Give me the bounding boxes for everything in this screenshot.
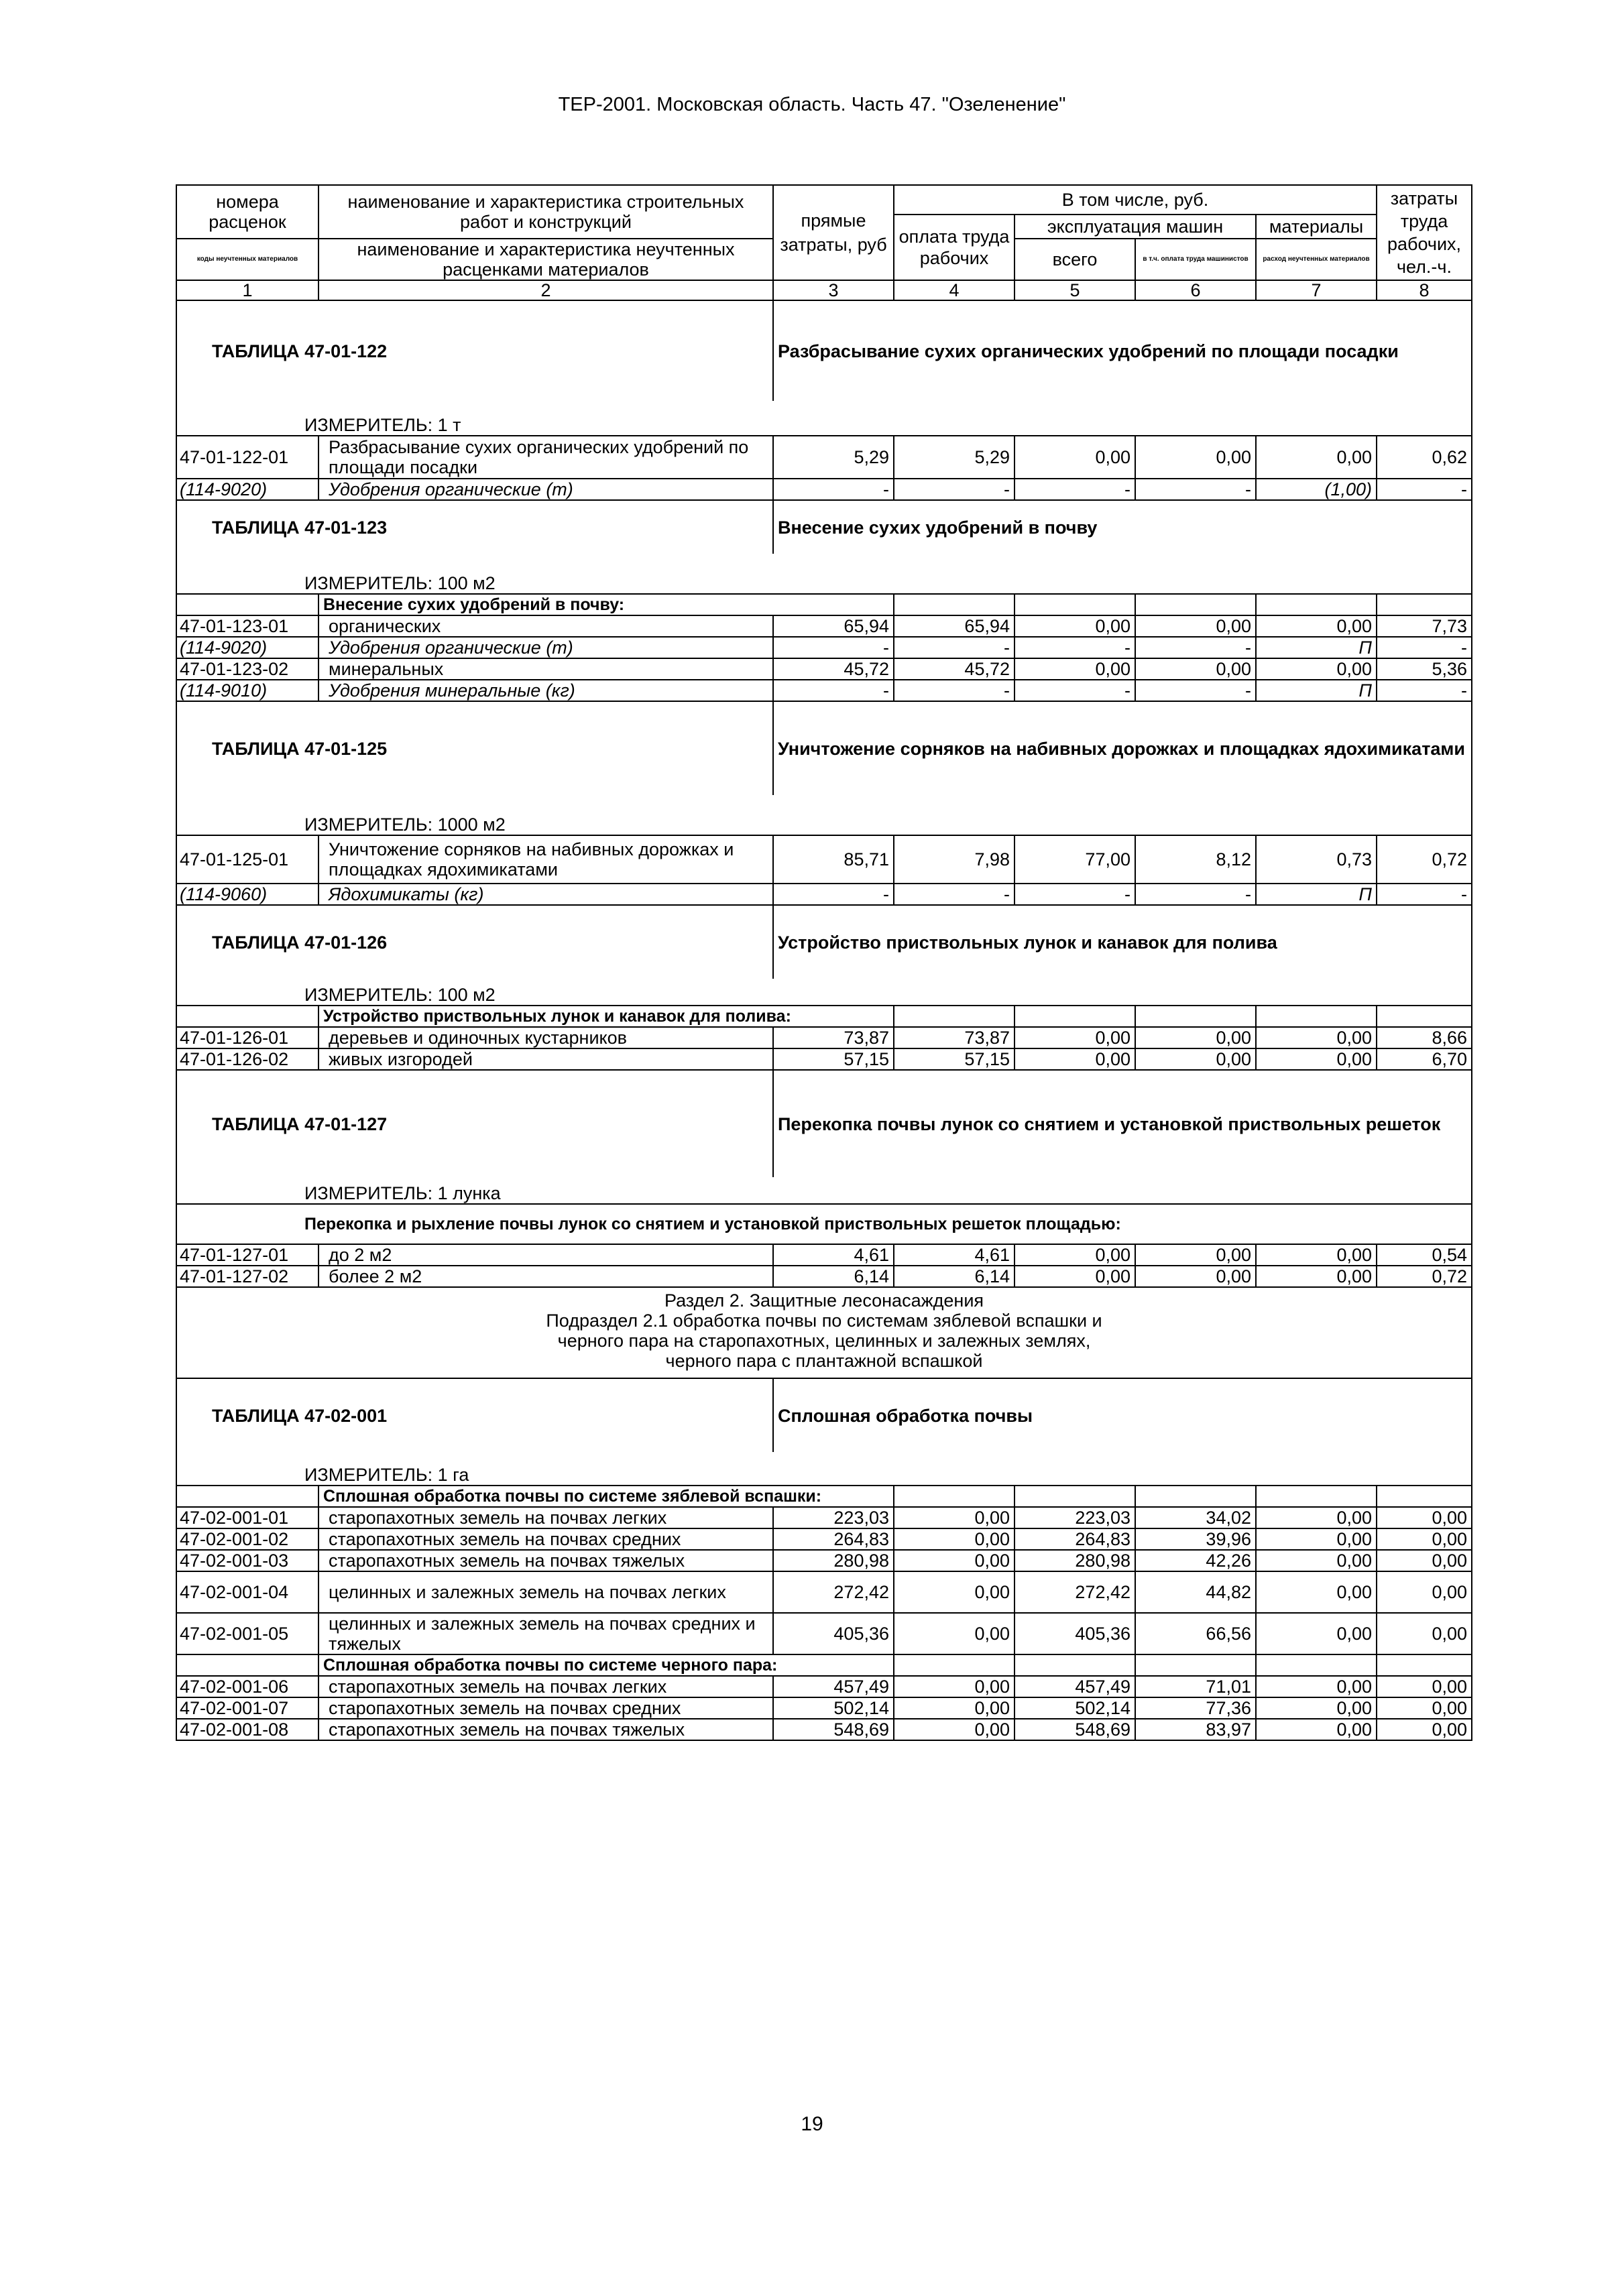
row-code: 47-01-122-01 (176, 436, 318, 479)
table-row (176, 1550, 1472, 1571)
section-heading (176, 1287, 1472, 1378)
row-value: 223,03 (1014, 1507, 1135, 1528)
row-value: 5,29 (773, 436, 894, 479)
row-value: 0,00 (1014, 1048, 1135, 1070)
group-heading: Сплошная обработка почвы по системе черного пара: (318, 1654, 894, 1676)
row-value: 0,72 (1377, 1266, 1472, 1287)
table-cell (1377, 594, 1472, 615)
row-value: - (773, 680, 894, 701)
row-value: 0,00 (1135, 1048, 1256, 1070)
row-name: Уничтожение сорняков на набивных дорожках и площадках ядохимикатами (318, 835, 773, 884)
table-cell (1135, 1486, 1256, 1507)
row-value: 405,36 (1014, 1613, 1135, 1654)
row-name: старопахотных земель на почвах легких (318, 1676, 773, 1697)
table-title: ТАБЛИЦА 47-02-001 (176, 1378, 773, 1452)
row-value: 71,01 (1135, 1676, 1256, 1697)
row-value: 0,00 (1256, 615, 1377, 637)
row-value: 0,00 (1135, 615, 1256, 637)
row-code: 47-02-001-03 (176, 1550, 318, 1571)
section-line-3: черного пара на старопахотных, целинных и залежных землях, (557, 1331, 1091, 1351)
row-name: Удобрения органические (т) (318, 637, 773, 658)
table-title-row (176, 300, 1472, 401)
measure-unit: ИЗМЕРИТЕЛЬ: 1 лунка (176, 1177, 1472, 1204)
row-value: 6,70 (1377, 1048, 1472, 1070)
row-value: 66,56 (1135, 1613, 1256, 1654)
row-value: 280,98 (773, 1550, 894, 1571)
row-value: П (1256, 680, 1377, 701)
row-value: 5,36 (1377, 658, 1472, 680)
row-value: 34,02 (1135, 1507, 1256, 1528)
table-row (176, 658, 1472, 680)
measure-unit: ИЗМЕРИТЕЛЬ: 1000 м2 (176, 795, 1472, 835)
row-value: 0,00 (1256, 1048, 1377, 1070)
row-value: - (1377, 637, 1472, 658)
row-value: 0,72 (1377, 835, 1472, 884)
row-value: - (773, 479, 894, 500)
table-cell (1135, 594, 1256, 615)
table-title: ТАБЛИЦА 47-01-123 (176, 500, 773, 554)
measure-unit: ИЗМЕРИТЕЛЬ: 1 га (176, 1452, 1472, 1486)
row-value: 83,97 (1135, 1719, 1256, 1740)
measure-row (176, 1177, 1472, 1204)
row-value: 0,00 (894, 1697, 1014, 1719)
row-value: 57,15 (773, 1048, 894, 1070)
row-name: старопахотных земель на почвах легких (318, 1507, 773, 1528)
table-title-row (176, 500, 1472, 554)
measure-unit: ИЗМЕРИТЕЛЬ: 1 т (176, 401, 1472, 436)
col-machines-header: эксплуатация машин (1014, 215, 1256, 239)
table-description: Разбрасывание сухих органических удобрений по площади посадки (773, 300, 1472, 401)
table-cell (1256, 594, 1377, 615)
row-value: - (773, 637, 894, 658)
price-table (176, 184, 1472, 1741)
table-cell (1377, 1654, 1472, 1676)
row-value: 73,87 (773, 1027, 894, 1048)
row-value: - (1135, 479, 1256, 500)
row-value: 0,00 (1377, 1571, 1472, 1613)
row-value: - (1135, 637, 1256, 658)
row-value: 0,00 (1014, 1266, 1135, 1287)
row-value: 0,00 (1256, 1266, 1377, 1287)
table-cell (1014, 594, 1135, 615)
measure-unit: ИЗМЕРИТЕЛЬ: 100 м2 (176, 554, 1472, 594)
table-row (176, 637, 1472, 658)
group-row (176, 594, 1472, 615)
table-title-row (176, 1378, 1472, 1452)
table-row (176, 1719, 1472, 1740)
row-name: старопахотных земель на почвах средних (318, 1528, 773, 1550)
row-name: органических (318, 615, 773, 637)
table-description: Уничтожение сорняков на набивных дорожках и площадках ядохимикатами (773, 701, 1472, 795)
row-value: 0,00 (1256, 1027, 1377, 1048)
header-row-1 (176, 185, 1472, 215)
row-name: целинных и залежных земель на почвах средних и тяжелых (318, 1613, 773, 1654)
row-value: 548,69 (1014, 1719, 1135, 1740)
row-value: П (1256, 637, 1377, 658)
table-cell (894, 1486, 1014, 1507)
col-total-header: всего (1014, 239, 1135, 280)
table-cell (1135, 1006, 1256, 1027)
row-name: старопахотных земель на почвах средних (318, 1697, 773, 1719)
table-row (176, 680, 1472, 701)
row-name: старопахотных земель на почвах тяжелых (318, 1719, 773, 1740)
col-materials-header: материалы (1256, 215, 1377, 239)
row-value: 0,00 (1256, 1613, 1377, 1654)
row-value: 0,00 (1014, 615, 1135, 637)
table-cell (1256, 1486, 1377, 1507)
row-value: 457,49 (1014, 1676, 1135, 1697)
row-value: 457,49 (773, 1676, 894, 1697)
column-number: 6 (1135, 280, 1256, 300)
table-description: Устройство приствольных лунок и канавок для полива (773, 905, 1472, 979)
row-value: 0,00 (1377, 1507, 1472, 1528)
row-value: 73,87 (894, 1027, 1014, 1048)
row-value: 272,42 (773, 1571, 894, 1613)
row-value: 8,66 (1377, 1027, 1472, 1048)
row-code: (114-9020) (176, 479, 318, 500)
table-description: Перекопка почвы лунок со снятием и установкой приствольных решеток (773, 1070, 1472, 1177)
row-code: 47-01-125-01 (176, 835, 318, 884)
table-title: ТАБЛИЦА 47-01-122 (176, 300, 773, 401)
row-value: 502,14 (773, 1697, 894, 1719)
row-value: 4,61 (773, 1244, 894, 1266)
document-header: ТЕР-2001. Московская область. Часть 47. "Озеленение" (558, 94, 1066, 115)
row-value: - (1135, 680, 1256, 701)
measure-row (176, 795, 1472, 835)
row-value: 0,00 (894, 1676, 1014, 1697)
column-number: 8 (1377, 280, 1472, 300)
column-number: 2 (318, 280, 773, 300)
row-value: 65,94 (773, 615, 894, 637)
col-codes-header: номера расценок (176, 185, 318, 239)
row-value: - (1377, 884, 1472, 905)
row-value: 0,00 (1014, 1027, 1135, 1048)
price-table-frame (176, 184, 1471, 1741)
group-row (176, 1654, 1472, 1676)
col-material-usage-header: расход неучтенных материалов (1256, 239, 1377, 280)
row-value: (1,00) (1256, 479, 1377, 500)
table-row (176, 1244, 1472, 1266)
row-name: деревьев и одиночных кустарников (318, 1027, 773, 1048)
row-value: 548,69 (773, 1719, 894, 1740)
table-description: Внесение сухих удобрений в почву (773, 500, 1472, 554)
row-name: старопахотных земель на почвах тяжелых (318, 1550, 773, 1571)
row-value: 5,29 (894, 436, 1014, 479)
column-number: 1 (176, 280, 318, 300)
row-code: 47-02-001-07 (176, 1697, 318, 1719)
table-title: ТАБЛИЦА 47-01-127 (176, 1070, 773, 1177)
row-value: 4,61 (894, 1244, 1014, 1266)
row-name: Удобрения органические (т) (318, 479, 773, 500)
row-value: 45,72 (773, 658, 894, 680)
table-cell (894, 594, 1014, 615)
section-line-4: черного пара с плантажной вспашкой (665, 1351, 983, 1371)
row-value: П (1256, 884, 1377, 905)
row-value: 0,00 (894, 1528, 1014, 1550)
table-cell (1256, 1654, 1377, 1676)
table-row (176, 1613, 1472, 1654)
row-value: 0,00 (1256, 658, 1377, 680)
row-value: 6,14 (894, 1266, 1014, 1287)
row-value: 0,00 (1256, 1676, 1377, 1697)
row-value: 0,00 (1256, 1719, 1377, 1740)
row-value: 264,83 (773, 1528, 894, 1550)
table-cell (176, 1006, 318, 1027)
group-heading: Устройство приствольных лунок и канавок для полива: (318, 1006, 894, 1027)
row-name: Ядохимикаты (кг) (318, 884, 773, 905)
table-row (176, 615, 1472, 637)
row-value: - (773, 884, 894, 905)
table-title-row (176, 1070, 1472, 1177)
row-value: - (894, 479, 1014, 500)
row-code: (114-9060) (176, 884, 318, 905)
row-value: - (894, 680, 1014, 701)
table-cell (1256, 1006, 1377, 1027)
row-value: 0,00 (1014, 1244, 1135, 1266)
row-code: (114-9010) (176, 680, 318, 701)
row-value: 0,62 (1377, 436, 1472, 479)
table-title-row (176, 701, 1472, 795)
row-value: - (1014, 680, 1135, 701)
row-code: 47-02-001-01 (176, 1507, 318, 1528)
row-code: 47-02-001-04 (176, 1571, 318, 1613)
measure-row (176, 979, 1472, 1006)
row-value: 0,00 (1377, 1719, 1472, 1740)
row-code: 47-02-001-02 (176, 1528, 318, 1550)
group-heading: Перекопка и рыхление почвы лунок со снятием и установкой приствольных решеток площадью: (176, 1204, 1472, 1244)
row-code: 47-01-127-02 (176, 1266, 318, 1287)
group-row (176, 1204, 1472, 1244)
row-value: 45,72 (894, 658, 1014, 680)
group-heading: Внесение сухих удобрений в почву: (318, 594, 894, 615)
table-row (176, 1507, 1472, 1528)
table-row (176, 1528, 1472, 1550)
row-value: 0,00 (1135, 436, 1256, 479)
row-name: минеральных (318, 658, 773, 680)
table-cell (176, 1486, 318, 1507)
row-value: 0,00 (1014, 658, 1135, 680)
row-value: - (1377, 680, 1472, 701)
table-row (176, 1697, 1472, 1719)
row-code: 47-01-127-01 (176, 1244, 318, 1266)
section-row (176, 1287, 1472, 1378)
table-description: Сплошная обработка почвы (773, 1378, 1472, 1452)
table-row (176, 479, 1472, 500)
row-name: до 2 м2 (318, 1244, 773, 1266)
table-row (176, 1571, 1472, 1613)
row-value: 264,83 (1014, 1528, 1135, 1550)
measure-row (176, 401, 1472, 436)
row-value: 57,15 (894, 1048, 1014, 1070)
column-numbers-row (176, 280, 1472, 300)
row-value: 8,12 (1135, 835, 1256, 884)
row-value: 0,00 (1377, 1528, 1472, 1550)
table-cell (1014, 1654, 1135, 1676)
row-value: 6,14 (773, 1266, 894, 1287)
row-value: 0,00 (894, 1571, 1014, 1613)
col-wages-header: оплата труда рабочих (894, 215, 1014, 280)
table-title-row (176, 905, 1472, 979)
row-value: 405,36 (773, 1613, 894, 1654)
row-value: 280,98 (1014, 1550, 1135, 1571)
column-number: 7 (1256, 280, 1377, 300)
group-row (176, 1486, 1472, 1507)
row-value: 65,94 (894, 615, 1014, 637)
row-value: 0,00 (1135, 1027, 1256, 1048)
row-value: 0,00 (1256, 1550, 1377, 1571)
measure-row (176, 1452, 1472, 1486)
row-value: 7,73 (1377, 615, 1472, 637)
row-value: 502,14 (1014, 1697, 1135, 1719)
row-value: 0,00 (894, 1613, 1014, 1654)
row-value: 39,96 (1135, 1528, 1256, 1550)
row-value: 223,03 (773, 1507, 894, 1528)
row-code: 47-02-001-06 (176, 1676, 318, 1697)
row-value: - (894, 637, 1014, 658)
row-value: 0,00 (894, 1507, 1014, 1528)
table-title: ТАБЛИЦА 47-01-125 (176, 701, 773, 795)
row-value: - (1014, 637, 1135, 658)
col-material-name-header: наименование и характеристика неучтенных расценками материалов (318, 239, 773, 280)
row-name: целинных и залежных земель на почвах легких (318, 1571, 773, 1613)
row-code: 47-01-126-02 (176, 1048, 318, 1070)
table-cell (176, 1654, 318, 1676)
row-value: 0,00 (1377, 1676, 1472, 1697)
row-value: 0,00 (1256, 1244, 1377, 1266)
table-row (176, 1048, 1472, 1070)
row-value: - (1014, 884, 1135, 905)
measure-row (176, 554, 1472, 594)
row-name: живых изгородей (318, 1048, 773, 1070)
row-value: - (894, 884, 1014, 905)
table-row (176, 884, 1472, 905)
row-value: - (1377, 479, 1472, 500)
row-value: 44,82 (1135, 1571, 1256, 1613)
row-value: 0,00 (1014, 436, 1135, 479)
table-row (176, 1027, 1472, 1048)
group-heading: Сплошная обработка почвы по системе зяблевой вспашки: (318, 1486, 894, 1507)
page-number: 19 (801, 2113, 823, 2135)
column-number: 4 (894, 280, 1014, 300)
column-number: 5 (1014, 280, 1135, 300)
row-value: 77,00 (1014, 835, 1135, 884)
measure-unit: ИЗМЕРИТЕЛЬ: 100 м2 (176, 979, 1472, 1006)
table-cell (894, 1006, 1014, 1027)
section-line-1: Раздел 2. Защитные лесонасаждения (664, 1290, 984, 1311)
row-value: 272,42 (1014, 1571, 1135, 1613)
row-value: - (1014, 479, 1135, 500)
col-direct-costs-header: прямые затраты, руб (773, 185, 894, 280)
row-value: 42,26 (1135, 1550, 1256, 1571)
row-value: 7,98 (894, 835, 1014, 884)
table-cell (1377, 1006, 1472, 1027)
row-code: 47-02-001-08 (176, 1719, 318, 1740)
row-code: 47-01-126-01 (176, 1027, 318, 1048)
row-value: 0,00 (1135, 658, 1256, 680)
table-row (176, 1266, 1472, 1287)
table-cell (1135, 1654, 1256, 1676)
row-value: 0,00 (1256, 1571, 1377, 1613)
row-value: 0,00 (1256, 436, 1377, 479)
section-line-2: Подраздел 2.1 обработка почвы по системам зяблевой вспашки и (546, 1311, 1102, 1331)
row-value: 0,00 (1256, 1697, 1377, 1719)
row-code: (114-9020) (176, 637, 318, 658)
table-row (176, 436, 1472, 479)
row-value: 0,00 (1377, 1613, 1472, 1654)
row-value: 85,71 (773, 835, 894, 884)
row-name: Удобрения минеральные (кг) (318, 680, 773, 701)
table-cell (894, 1654, 1014, 1676)
row-value: 0,00 (1377, 1550, 1472, 1571)
row-value: 0,00 (894, 1550, 1014, 1571)
col-machinist-wages-header: в т.ч. оплата труда машинистов (1135, 239, 1256, 280)
row-name: Разбрасывание сухих органических удобрений по площади посадки (318, 436, 773, 479)
row-value: 0,00 (1377, 1697, 1472, 1719)
row-value: 0,00 (1256, 1507, 1377, 1528)
col-labor-header: затраты труда рабочих, чел.-ч. (1377, 185, 1472, 280)
row-value: - (1135, 884, 1256, 905)
table-cell (1377, 1486, 1472, 1507)
column-number: 3 (773, 280, 894, 300)
table-row (176, 1676, 1472, 1697)
row-value: 0,73 (1256, 835, 1377, 884)
row-value: 0,00 (894, 1719, 1014, 1740)
group-row (176, 1006, 1472, 1027)
row-code: 47-02-001-05 (176, 1613, 318, 1654)
row-value: 77,36 (1135, 1697, 1256, 1719)
col-group-header: В том числе, руб. (894, 185, 1377, 215)
row-value: 0,54 (1377, 1244, 1472, 1266)
col-unaccounted-codes-header: коды неучтенных материалов (176, 239, 318, 280)
table-cell (1014, 1006, 1135, 1027)
row-code: 47-01-123-02 (176, 658, 318, 680)
row-name: более 2 м2 (318, 1266, 773, 1287)
table-title: ТАБЛИЦА 47-01-126 (176, 905, 773, 979)
row-value: 0,00 (1135, 1244, 1256, 1266)
row-code: 47-01-123-01 (176, 615, 318, 637)
table-cell (176, 594, 318, 615)
col-name-header: наименование и характеристика строительных работ и конструкций (318, 185, 773, 239)
table-row (176, 835, 1472, 884)
row-value: 0,00 (1256, 1528, 1377, 1550)
row-value: 0,00 (1135, 1266, 1256, 1287)
table-cell (1014, 1486, 1135, 1507)
